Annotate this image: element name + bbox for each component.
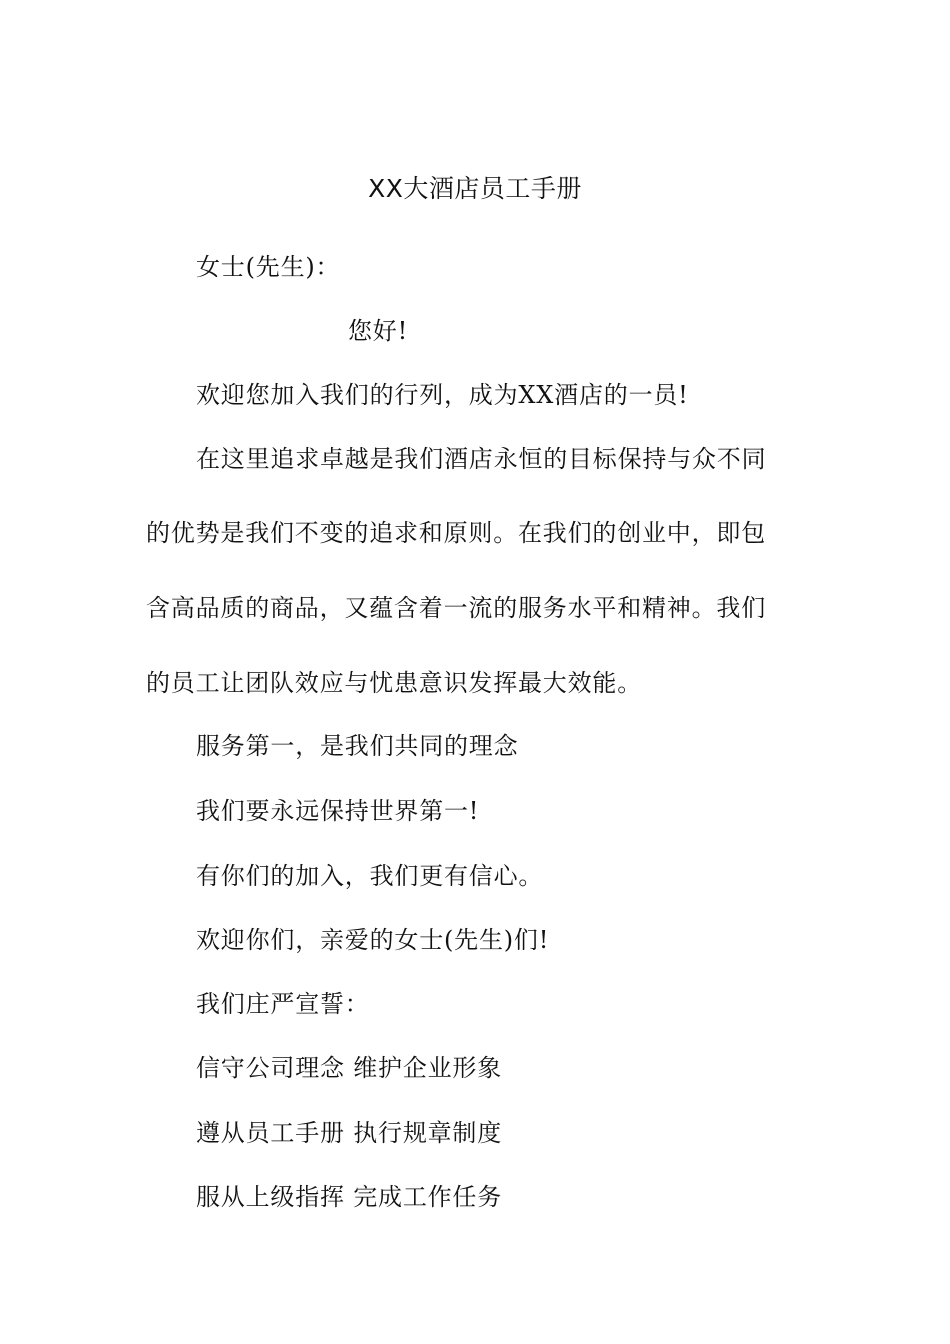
oath-line: 遵从员工手册 执行规章制度 xyxy=(196,1119,503,1147)
paragraph-line: 的员工让团队效应与忧患意识发挥最大效能。 xyxy=(146,669,642,697)
oath-line: 服从上级指挥 完成工作任务 xyxy=(196,1183,503,1211)
greeting: 您好! xyxy=(348,317,409,345)
paragraph-line: 的优势是我们不变的追求和原则。在我们的创业中，即包 xyxy=(146,519,766,547)
statement-line: 服务第一，是我们共同的理念 xyxy=(196,732,519,760)
paragraph-line: 在这里追求卓越是我们酒店永恒的目标保持与众不同 xyxy=(196,445,767,473)
statement-line: 我们庄严宣誓： xyxy=(196,990,370,1018)
statement-line: 我们要永远保持世界第一! xyxy=(196,797,480,825)
salutation: 女士(先生)： xyxy=(196,253,341,281)
welcome-line: 欢迎您加入我们的行列，成为XX酒店的一员! xyxy=(196,381,689,409)
statement-line: 有你们的加入，我们更有信心。 xyxy=(196,862,544,890)
document-title: XX大酒店员工手册 xyxy=(368,174,582,203)
paragraph-line: 含高品质的商品，又蕴含着一流的服务水平和精神。我们 xyxy=(146,594,766,622)
statement-line: 欢迎你们，亲爱的女士(先生)们! xyxy=(196,926,550,954)
oath-line: 信守公司理念 维护企业形象 xyxy=(196,1054,503,1082)
